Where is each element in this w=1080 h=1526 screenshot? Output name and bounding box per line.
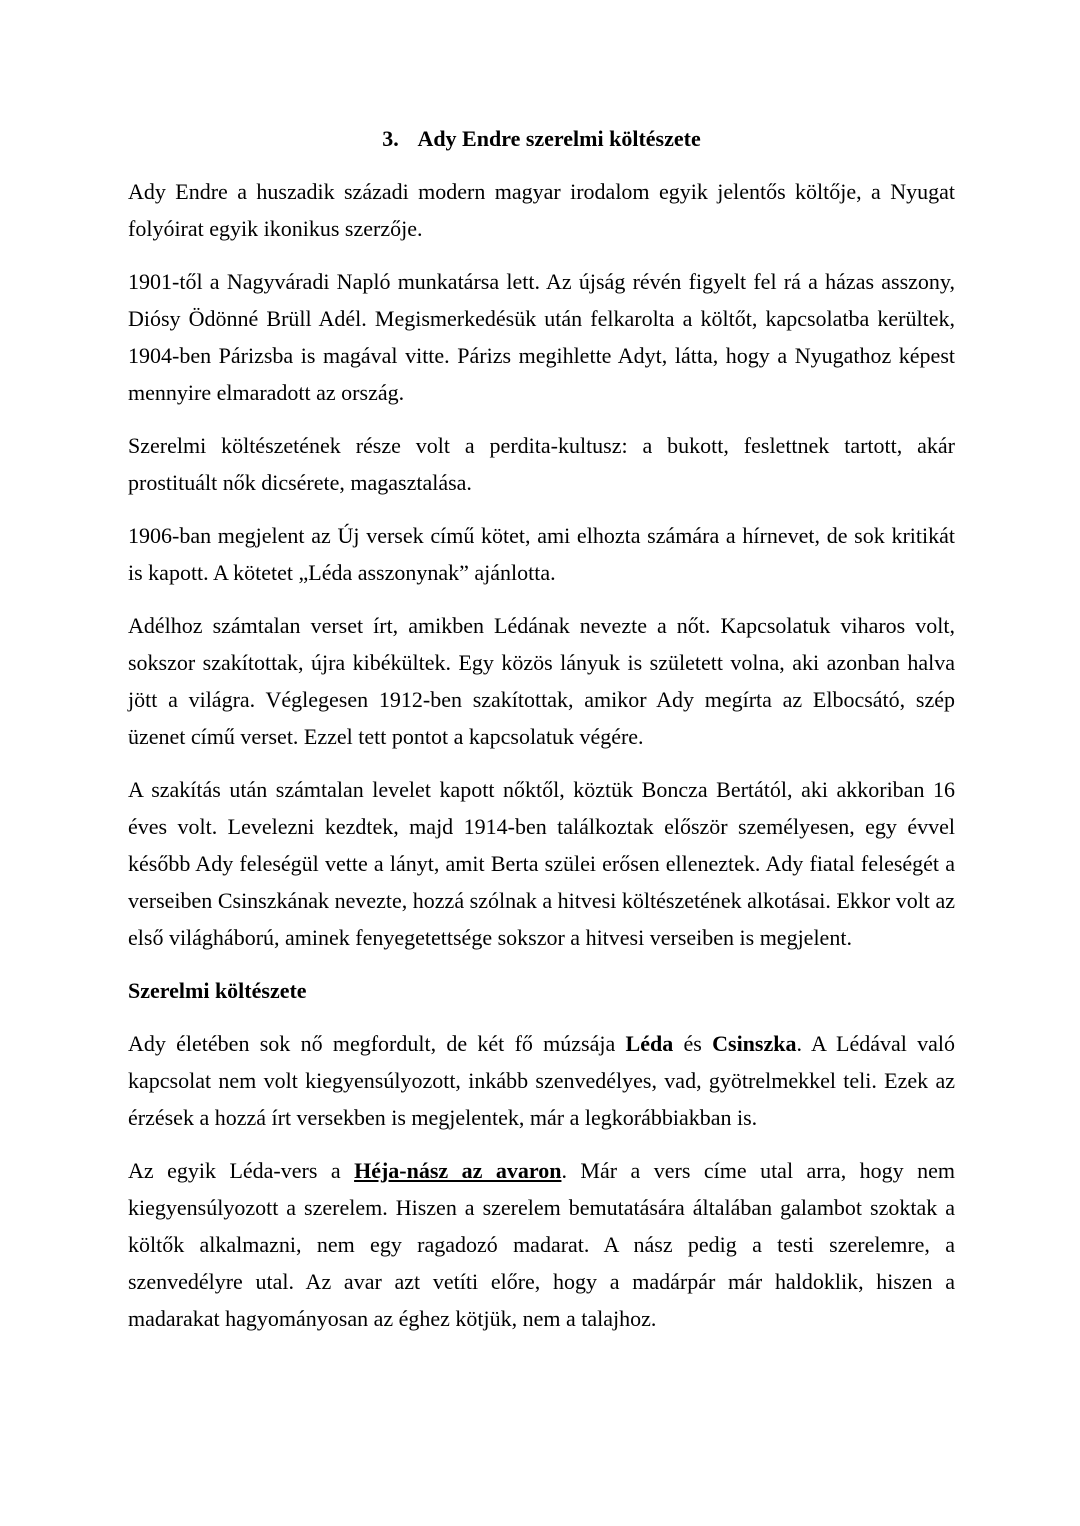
- text-run: 1901-től a Nagyváradi Napló munkatársa lett. Az újság révén figyelt fel rá a házas asszony, Diósy Ödönné Brüll Adél. Megismerkedésük után felkarolta a költőt, kapcsolatba kerültek, 1904-ben Párizsba is magával vitte. Párizs megihlette Adyt, látta, hogy a Nyugathoz képest mennyire elmaradott az ország.: [128, 269, 955, 405]
- text-run: Adélhoz számtalan verset írt, amikben Lédának nevezte a nőt. Kapcsolatuk viharos volt, sokszor szakítottak, újra kibékültek. Egy közös lányuk is született volna, aki azonban halva jött a világra. Véglegesen 1912-ben szakítottak, amikor Ady megírta az Elbocsátó, szép üzenet című verset. Ezzel tett pontot a kapcsolatuk végére.: [128, 613, 955, 749]
- paragraph: [128, 173, 955, 247]
- title-number: 3.: [382, 126, 399, 151]
- text-run: Ady életében sok nő megfordult, de két fő múzsája: [128, 1031, 626, 1056]
- emphasized-text: Léda: [625, 1031, 674, 1056]
- paragraph: [128, 517, 955, 591]
- paragraph: [128, 1025, 955, 1136]
- document-body: [128, 173, 955, 1337]
- paragraph: [128, 1152, 955, 1337]
- emphasized-text: Csinszka: [712, 1031, 797, 1056]
- text-run: Szerelmi költészetének része volt a perdita-kultusz: a bukott, feslettnek tartott, akár prostituált nők dicsérete, magasztalása.: [128, 433, 955, 495]
- text-run: 1906-ban megjelent az Új versek című kötet, ami elhozta számára a hírnevet, de sok kritikát is kapott. A kötetet „Léda asszonynak” ajánlotta.: [128, 523, 955, 585]
- text-run: Az egyik Léda-vers a: [128, 1158, 355, 1183]
- section-heading: [128, 972, 955, 1009]
- paragraph: [128, 263, 955, 411]
- paragraph: [128, 607, 955, 755]
- text-run: és: [673, 1031, 713, 1056]
- paragraph: [128, 427, 955, 501]
- document-title: [128, 120, 955, 157]
- emphasized-underlined-text: Héja-nász az avaron: [354, 1158, 562, 1183]
- emphasized-text: Szerelmi költészete: [128, 978, 307, 1003]
- paragraph: [128, 771, 955, 956]
- title-text: Ady Endre szerelmi költészete: [417, 126, 701, 151]
- text-run: . Már a vers címe utal arra, hogy nem kiegyensúlyozott a szerelem. Hiszen a szerelem bemutatására általában galambot szoktak a költők alkalmazni, nem egy ragadozó madarat. A nász pedig a testi szerelemre, a szenvedélyre utal. Az avar azt vetíti előre, hogy a madárpár már haldoklik, hiszen a madarakat hagyományosan az éghez kötjük, nem a talajhoz.: [128, 1158, 955, 1331]
- text-run: A szakítás után számtalan levelet kapott nőktől, köztük Boncza Bertától, aki akkoriban 16 éves volt. Levelezni kezdtek, majd 1914-ben találkoztak először személyesen, egy évvel később Ady feleségül vette a lányt, amit Berta szülei erősen elleneztek. Ady fiatal feleségét a verseiben Csinszkának nevezte, hozzá szólnak a hitvesi költészetének alkotásai. Ekkor volt az első világháború, aminek fenyegetettsége sokszor a hitvesi verseiben is megjelent.: [128, 777, 955, 950]
- text-run: . A Lédával való kapcsolat nem volt kiegyensúlyozott, inkább szenvedélyes, vad, gyötrelmekkel teli. Ezek az érzések a hozzá írt versekben is megjelentek, már a legkorábbiakban is.: [128, 1031, 955, 1130]
- text-run: Ady Endre a huszadik századi modern magyar irodalom egyik jelentős költője, a Nyugat folyóirat egyik ikonikus szerzője.: [128, 179, 955, 241]
